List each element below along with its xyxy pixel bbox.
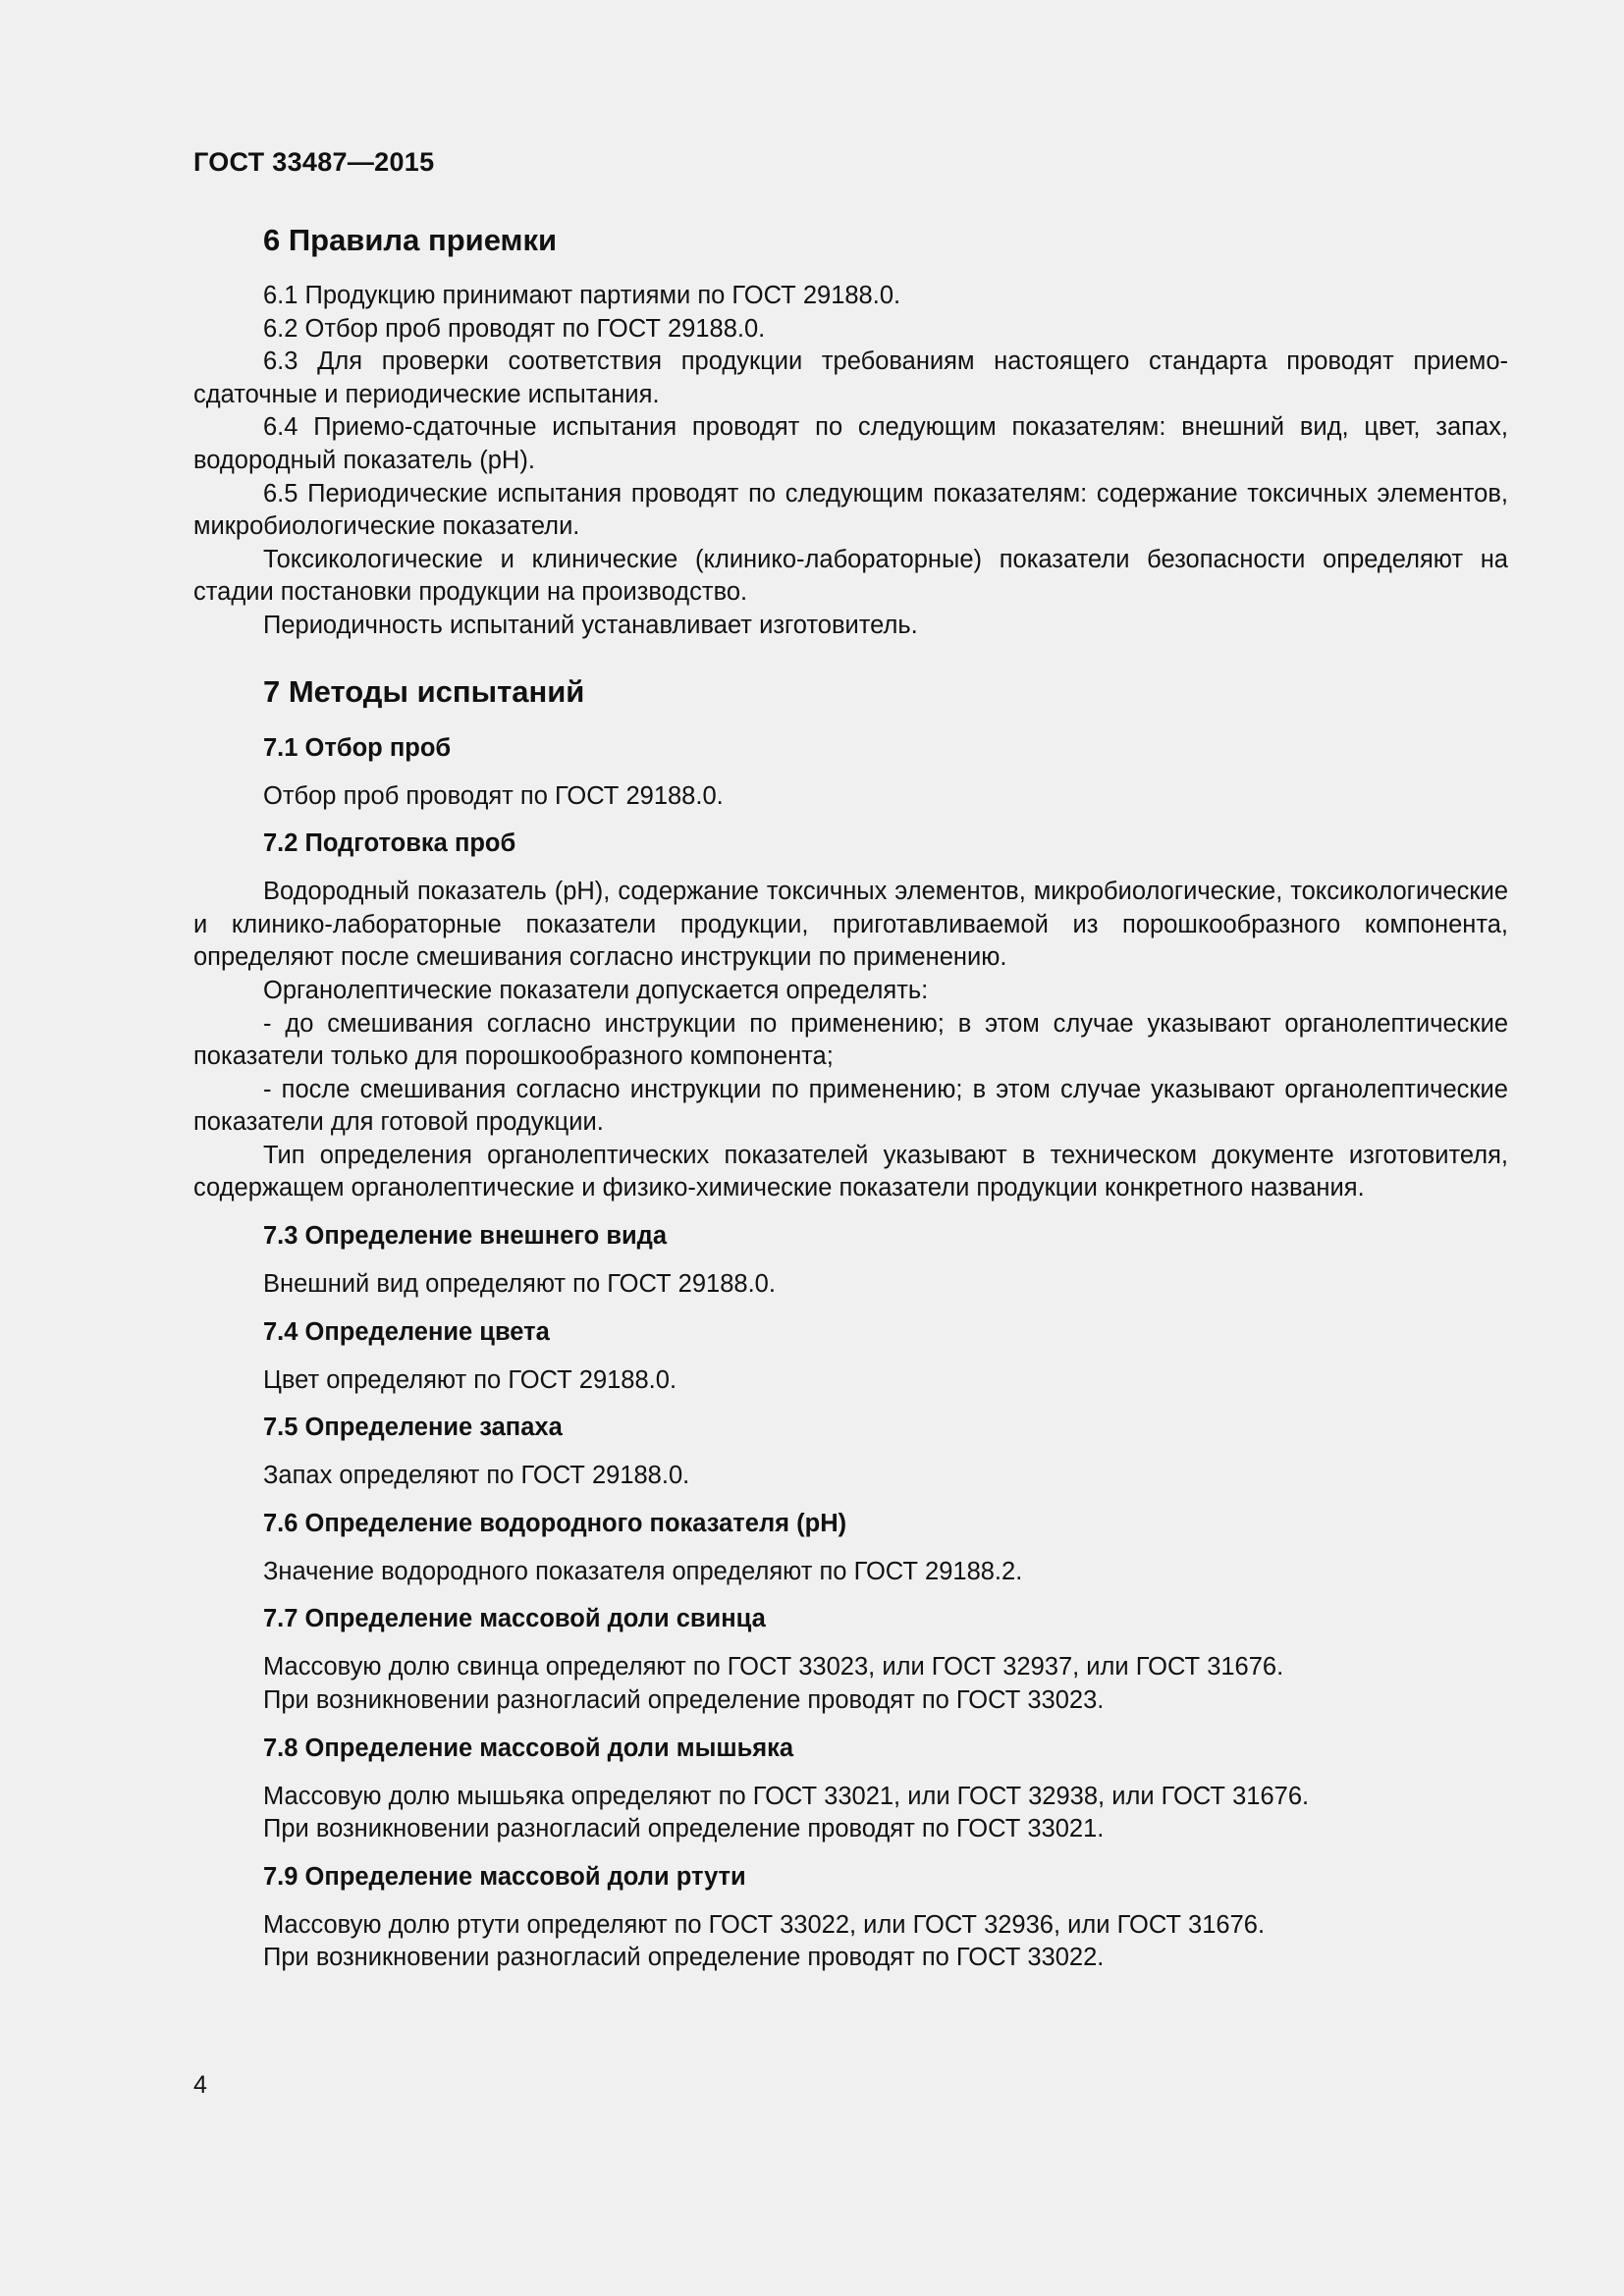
paragraph-6-5: 6.5 Периодические испытания проводят по следующим показателям: содержание токсичных элементов, микробиологические показатели.	[193, 479, 1508, 541]
paragraph-7-7-a: Массовую долю свинца определяют по ГОСТ 33023, или ГОСТ 32937, или ГОСТ 31676.	[263, 1653, 1284, 1682]
paragraph-7-2-c: - до смешивания согласно инструкции по применению; в этом случае указывают органолептические показатели только для порошкообразного компонента;	[193, 1009, 1508, 1071]
paragraph-7-7-b: При возникновении разногласий определение проводят по ГОСТ 33023.	[263, 1686, 1105, 1715]
paragraph-7-3: Внешний вид определяют по ГОСТ 29188.0.	[263, 1270, 776, 1299]
paragraph-7-4: Цвет определяют по ГОСТ 29188.0.	[263, 1365, 677, 1394]
subsection-7-5-title: 7.5 Определение запаха	[263, 1414, 563, 1442]
section-6-title: 6 Правила приемки	[263, 223, 558, 257]
subsection-7-9-title: 7.9 Определение массовой доли ртути	[263, 1862, 746, 1891]
section-7-title: 7 Методы испытаний	[263, 673, 585, 709]
paragraph-7-5: Запах определяют по ГОСТ 29188.0.	[263, 1462, 690, 1490]
page-number: 4	[193, 2071, 207, 2099]
standard-header: ГОСТ 33487—2015	[193, 147, 435, 177]
subsection-7-6-title: 7.6 Определение водородного показателя (pH)	[263, 1509, 847, 1537]
subsection-7-4-title: 7.4 Определение цвета	[263, 1317, 550, 1346]
paragraph-7-2-b: Органолептические показатели допускается определять:	[263, 976, 929, 1004]
paragraph-6-5-toxicology: Токсикологические и клинические (клинико-лабораторные) показатели безопасности определяют на стадии постановки продукции на производство.	[193, 545, 1508, 607]
paragraph-7-8-b: При возникновении разногласий определение проводят по ГОСТ 33021.	[263, 1815, 1105, 1843]
paragraph-7-1: Отбор проб проводят по ГОСТ 29188.0.	[263, 781, 724, 810]
subsection-7-7-title: 7.7 Определение массовой доли свинца	[263, 1605, 766, 1633]
paragraph-7-9-b: При возникновении разногласий определение проводят по ГОСТ 33022.	[263, 1944, 1105, 1972]
paragraph-6-1: 6.1 Продукцию принимают партиями по ГОСТ 29188.0.	[263, 282, 901, 309]
subsection-7-8-title: 7.8 Определение массовой доли мышьяка	[263, 1734, 794, 1762]
paragraph-7-2-d: - после смешивания согласно инструкции по применению; в этом случае указывают органолептические показатели для готовой продукции.	[193, 1075, 1508, 1137]
paragraph-7-2-e: Тип определения органолептических показателей указывают в техническом документе изготовителя, содержащем органолептические и физико-химические показатели продукции конкретного названия.	[193, 1141, 1508, 1202]
paragraph-7-8-a: Массовую долю мышьяка определяют по ГОСТ 33021, или ГОСТ 32938, или ГОСТ 31676.	[263, 1782, 1310, 1810]
paragraph-6-2: 6.2 Отбор проб проводят по ГОСТ 29188.0.	[263, 314, 766, 343]
paragraph-6-5-periodicity: Периодичность испытаний устанавливает изготовитель.	[263, 611, 918, 639]
paragraph-6-3: 6.3 Для проверки соответствия продукции требованиям настоящего стандарта проводят приемо-сдаточные и периодические испытания.	[193, 347, 1508, 408]
document-body	[193, 221, 1508, 1975]
paragraph-7-2-a: Водородный показатель (pH), содержание токсичных элементов, микробиологические, токсикологические и клинико-лабораторные показатели продукции, приготавливаемой из порошкообразного компонента, определяют после смешивания согласно инструкции по применению.	[193, 878, 1508, 972]
paragraph-7-9-a: Массовую долю ртути определяют по ГОСТ 33022, или ГОСТ 32936, или ГОСТ 31676.	[263, 1910, 1266, 1939]
subsection-7-3-title: 7.3 Определение внешнего вида	[263, 1222, 668, 1251]
paragraph-6-4: 6.4 Приемо-сдаточные испытания проводят по следующим показателям: внешний вид, цвет, запах, водородный показатель (pH).	[193, 413, 1508, 474]
subsection-7-1-title: 7.1 Отбор проб	[263, 733, 452, 762]
subsection-7-2-title: 7.2 Подготовка проб	[263, 829, 516, 858]
paragraph-7-6: Значение водородного показателя определяют по ГОСТ 29188.2.	[263, 1557, 1023, 1585]
